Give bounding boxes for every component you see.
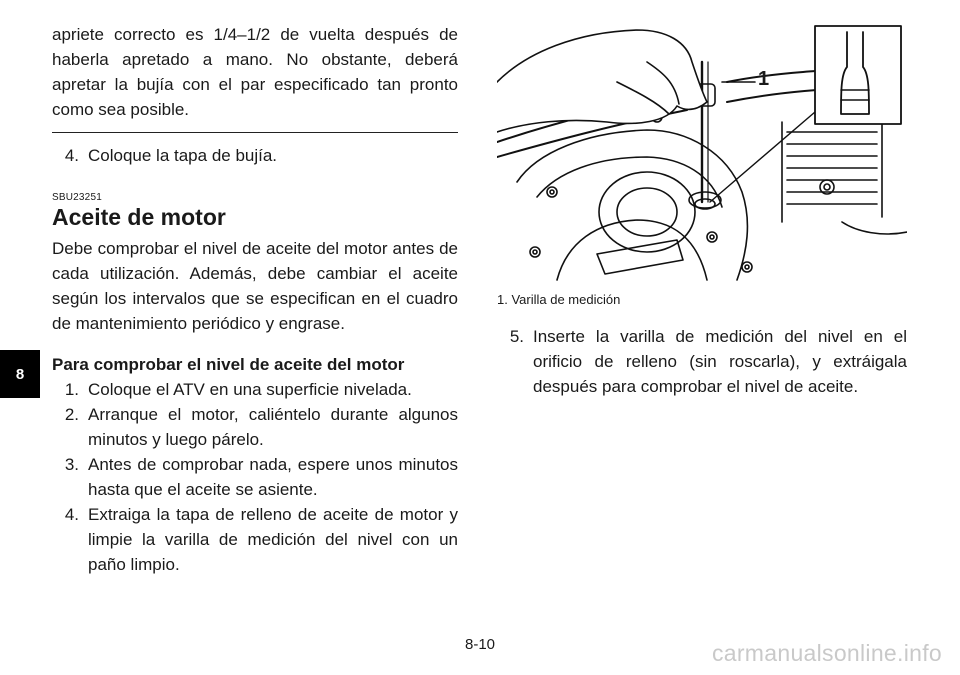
step-number: 4.	[64, 505, 79, 524]
step-item	[497, 324, 907, 399]
page-number: 8-10	[464, 636, 496, 653]
chapter-tab-label: 8	[15, 365, 25, 383]
subsection-title: Para comprobar el nivel de aceite del motor	[52, 355, 405, 374]
step-text: Antes de comprobar nada, espere unos minutos hasta que el aceite se asiente.	[88, 455, 458, 499]
step-text: Coloque el ATV en una superficie nivelada.	[88, 380, 412, 399]
step-item	[52, 402, 458, 452]
step-item	[52, 502, 458, 577]
step-item	[52, 377, 458, 402]
step-text: Coloque la tapa de bujía.	[88, 146, 278, 165]
left-column	[52, 22, 458, 577]
callout-number: 1	[758, 68, 770, 90]
step-text: Arranque el motor, caliéntelo durante algunos minutos y luego párelo.	[88, 405, 458, 449]
section-paragraph: Debe comprobar el nivel de aceite del motor antes de cada utilización. Además, debe cambiar el aceite según los intervalos que se especifican en el cuadro de mantenimiento periódico y engrase.	[52, 239, 458, 333]
chapter-tab	[0, 350, 40, 398]
step-text: Inserte la varilla de medición del nivel en el orificio de relleno (sin roscarla), y extráigala después para comprobar el nivel de aceite.	[533, 327, 907, 396]
step-item	[52, 452, 458, 502]
right-column	[497, 22, 907, 399]
intro-paragraph: apriete correcto es 1/4–1/2 de vuelta después de haberla apretado a mano. No obstante, deberá apretar la bujía con el par especificado tan pronto como sea posible.	[52, 25, 458, 119]
step-number: 5.	[509, 327, 524, 346]
engine-drawing	[497, 22, 907, 282]
step-text: Extraiga la tapa de relleno de aceite de motor y limpie la varilla de medición del nivel con un paño limpio.	[88, 505, 458, 574]
section-title: Aceite de motor	[52, 204, 226, 230]
step-number: 4.	[64, 146, 79, 165]
dipstick-illustration	[497, 22, 907, 282]
step-number: 2.	[64, 405, 79, 424]
divider-rule	[52, 132, 458, 133]
step-item	[52, 143, 458, 168]
watermark: carmanualsonline.info	[711, 640, 942, 666]
step-number: 1.	[64, 380, 79, 399]
figure-caption: 1. Varilla de medición	[497, 292, 621, 307]
section-code: SBU23251	[52, 192, 102, 203]
steps-list	[52, 377, 458, 577]
step-number: 3.	[64, 455, 79, 474]
